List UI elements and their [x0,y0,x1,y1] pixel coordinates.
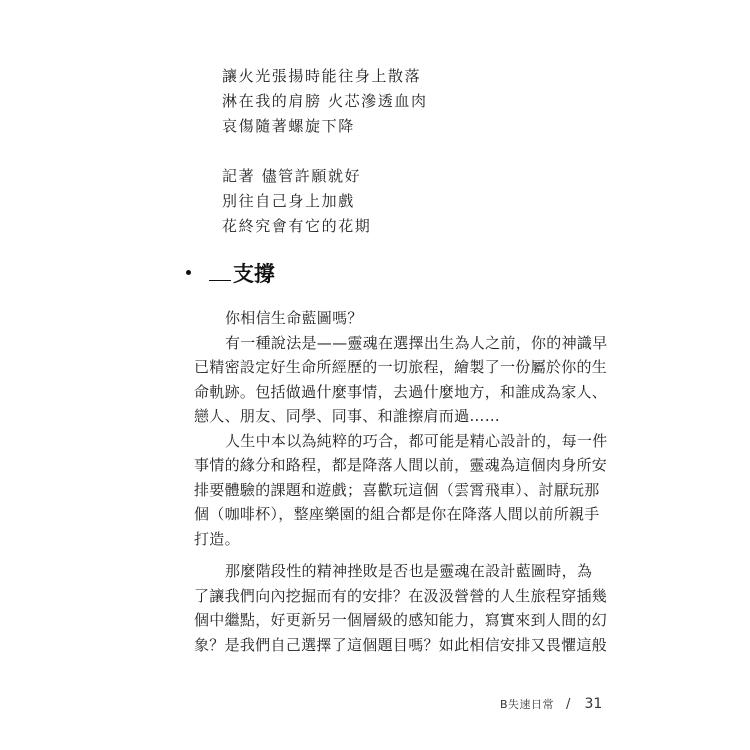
bullet-icon [186,270,191,275]
poem-line: 別往自己身上加戲 [222,192,355,210]
heading-underline-rule [209,280,231,281]
paragraph-line: 個中繼點，好更新另一個層級的感知能力，寫實來到人間的幻 [194,611,608,629]
poem-stanza-2 [222,164,582,239]
running-title: B失速日常 [500,698,555,711]
paragraph-line: 個（咖啡杯），整座樂園的組合都是你在降落人間以前所親手 [194,505,600,523]
section-heading [186,258,275,288]
poem-line: 花終究會有它的花期 [222,217,372,235]
paragraph-gap [194,551,574,559]
poem-stanza-1 [222,64,582,139]
section-title: 支撐 [233,262,275,286]
paragraph-line: 已精密設定好生命所經歷的一切旅程，繪製了一份屬於你的生 [194,358,608,376]
poem-line: 記著 儘管許願就好 [222,167,362,185]
paragraph-line: 事情的緣分和路程，都是降落人間以前，靈魂為這個肉身所安 [194,456,608,474]
paragraph-line: 那麼階段性的精神挫敗是否也是靈魂在設計藍圖時，為 [225,562,593,580]
poem-line: 讓火光張揚時能往身上散落 [222,67,422,85]
paragraph-line: 有一種說法是——靈魂在選擇出生為人之前，你的神識早 [225,333,608,352]
body-text [194,306,608,657]
poem-line: 哀傷隨著螺旋下降 [222,117,355,135]
paragraph-line: 戀人、朋友、同學、同事、和誰擦肩而過…… [194,407,501,425]
paragraph-line: 象？是我們自己選擇了這個題目嗎？如此相信安排又畏懼這般 [194,635,608,654]
page-number: 31 [584,696,603,712]
footer-separator: / [566,697,571,712]
paragraph-line: 打造。 [194,529,240,548]
paragraph-line: 命軌跡。包括做過什麼事情，去過什麼地方，和誰成為家人、 [194,382,608,401]
page-footer [500,696,602,712]
paragraph-line: 了讓我們向內挖掘而有的安排？在汲汲營營的人生旅程穿插幾 [194,586,608,605]
poem-line: 淋在我的肩膀 火芯滲透血肉 [222,92,428,110]
paragraph-line: 排要體驗的課題和遊戲；喜歡玩這個（雲霄飛車）、討厭玩那 [194,480,600,499]
paragraph-line: 你相信生命藍圖嗎？ [225,309,363,327]
paragraph-line: 人生中本以為純粹的巧合，都可能是精心設計的，每一件 [225,431,608,450]
